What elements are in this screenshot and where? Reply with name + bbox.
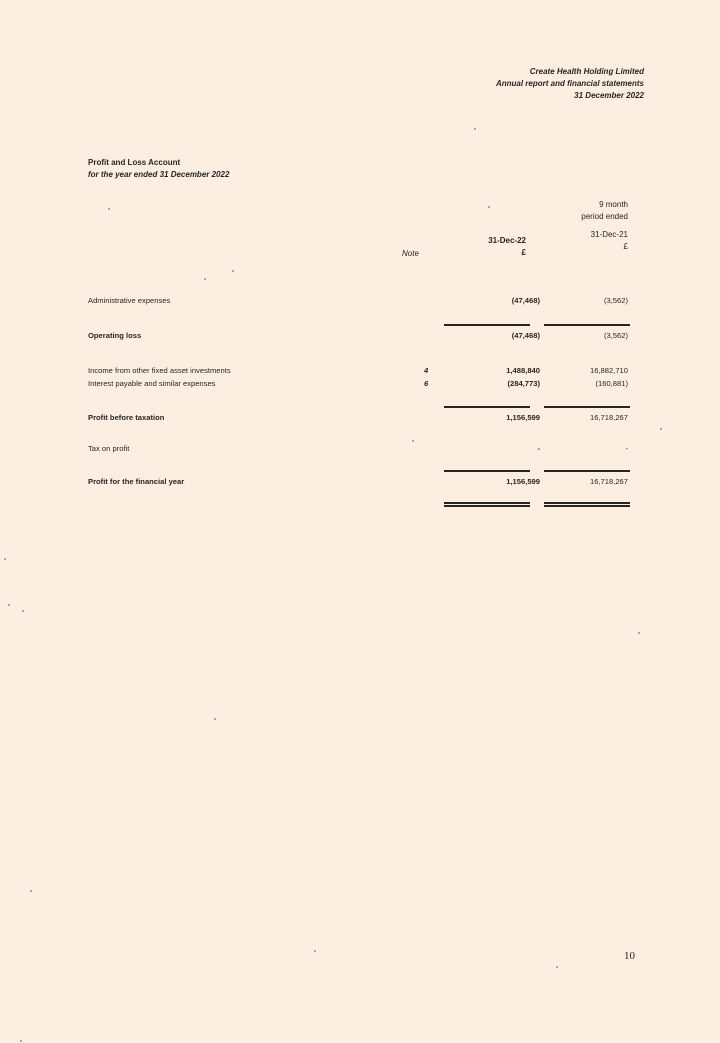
report-header — [496, 66, 644, 102]
report-date: 31 December 2022 — [574, 91, 644, 100]
report-name: Annual report and financial statements — [495, 79, 644, 88]
table-row — [0, 331, 720, 345]
statement-title-sub: for the year ended 31 December 2022 — [88, 170, 230, 179]
row-label: Profit for the financial year — [88, 477, 185, 486]
row-current-value: 1,488,840 — [506, 366, 540, 375]
prior-heading-line2: period ended — [581, 212, 628, 221]
page-number: 10 — [624, 950, 635, 962]
scan-speck — [108, 208, 110, 210]
row-prior-value: (3,562) — [603, 331, 628, 340]
scan-speck — [474, 128, 476, 130]
scan-speck — [22, 610, 24, 612]
total-double-rule — [544, 505, 630, 507]
statement-title-main: Profit and Loss Account — [88, 158, 181, 167]
row-prior-value: 16,882,710 — [589, 366, 628, 375]
scan-speck — [638, 632, 640, 634]
row-prior-value: 16,718,267 — [589, 477, 628, 486]
current-heading-currency: £ — [521, 248, 526, 257]
scan-speck — [556, 966, 558, 968]
row-label: Operating loss — [88, 331, 142, 340]
row-prior-value: - — [625, 444, 628, 453]
table-row — [0, 296, 720, 310]
table-row — [0, 413, 720, 427]
total-double-rule — [544, 502, 630, 504]
scan-speck — [488, 206, 490, 208]
row-current-value: (284,773) — [507, 379, 540, 388]
subtotal-rule — [444, 406, 530, 408]
subtotal-rule — [544, 470, 630, 472]
row-note: 6 — [424, 379, 429, 388]
scan-speck — [20, 1040, 22, 1042]
statement-title — [88, 157, 229, 181]
subtotal-rule — [544, 406, 630, 408]
subtotal-rule — [544, 324, 630, 326]
scan-speck — [8, 604, 10, 606]
subtotal-rule — [444, 470, 530, 472]
current-period-heading — [488, 235, 526, 259]
row-current-value: 1,156,599 — [506, 413, 540, 422]
prior-period-heading — [581, 199, 628, 253]
scan-speck — [314, 950, 316, 952]
total-double-rule — [444, 505, 530, 507]
note-column-heading: Note — [402, 249, 419, 258]
total-double-rule — [444, 502, 530, 504]
row-label: Interest payable and similar expenses — [88, 379, 216, 388]
current-heading-date: 31-Dec-22 — [488, 236, 526, 245]
table-row — [0, 366, 720, 380]
subtotal-rule — [444, 324, 530, 326]
table-row — [0, 379, 720, 393]
row-prior-value: 16,718,267 — [589, 413, 628, 422]
scan-speck — [232, 270, 234, 272]
row-label: Tax on profit — [88, 444, 130, 453]
scan-speck — [412, 440, 414, 442]
row-prior-value: (3,562) — [603, 296, 628, 305]
row-current-value: 1,156,599 — [506, 477, 540, 486]
scan-speck — [204, 278, 206, 280]
row-current-value: (47,468) — [511, 331, 540, 340]
row-note: 4 — [424, 366, 429, 375]
scan-speck — [214, 718, 216, 720]
company-name: Create Health Holding Limited — [529, 67, 644, 76]
row-current-value: (47,468) — [511, 296, 540, 305]
row-label: Administrative expenses — [88, 296, 171, 305]
prior-heading-date: 31-Dec-21 — [590, 230, 628, 239]
prior-heading-line1: 9 month — [599, 200, 628, 209]
prior-heading-currency: £ — [623, 242, 628, 251]
row-current-value: - — [537, 444, 540, 453]
row-label: Profit before taxation — [88, 413, 165, 422]
row-prior-value: (160,881) — [595, 379, 628, 388]
row-label: Income from other fixed asset investments — [88, 366, 231, 375]
table-row — [0, 477, 720, 491]
table-row — [0, 444, 720, 458]
scan-speck — [30, 890, 32, 892]
scan-speck — [660, 428, 662, 430]
scan-speck — [4, 558, 6, 560]
